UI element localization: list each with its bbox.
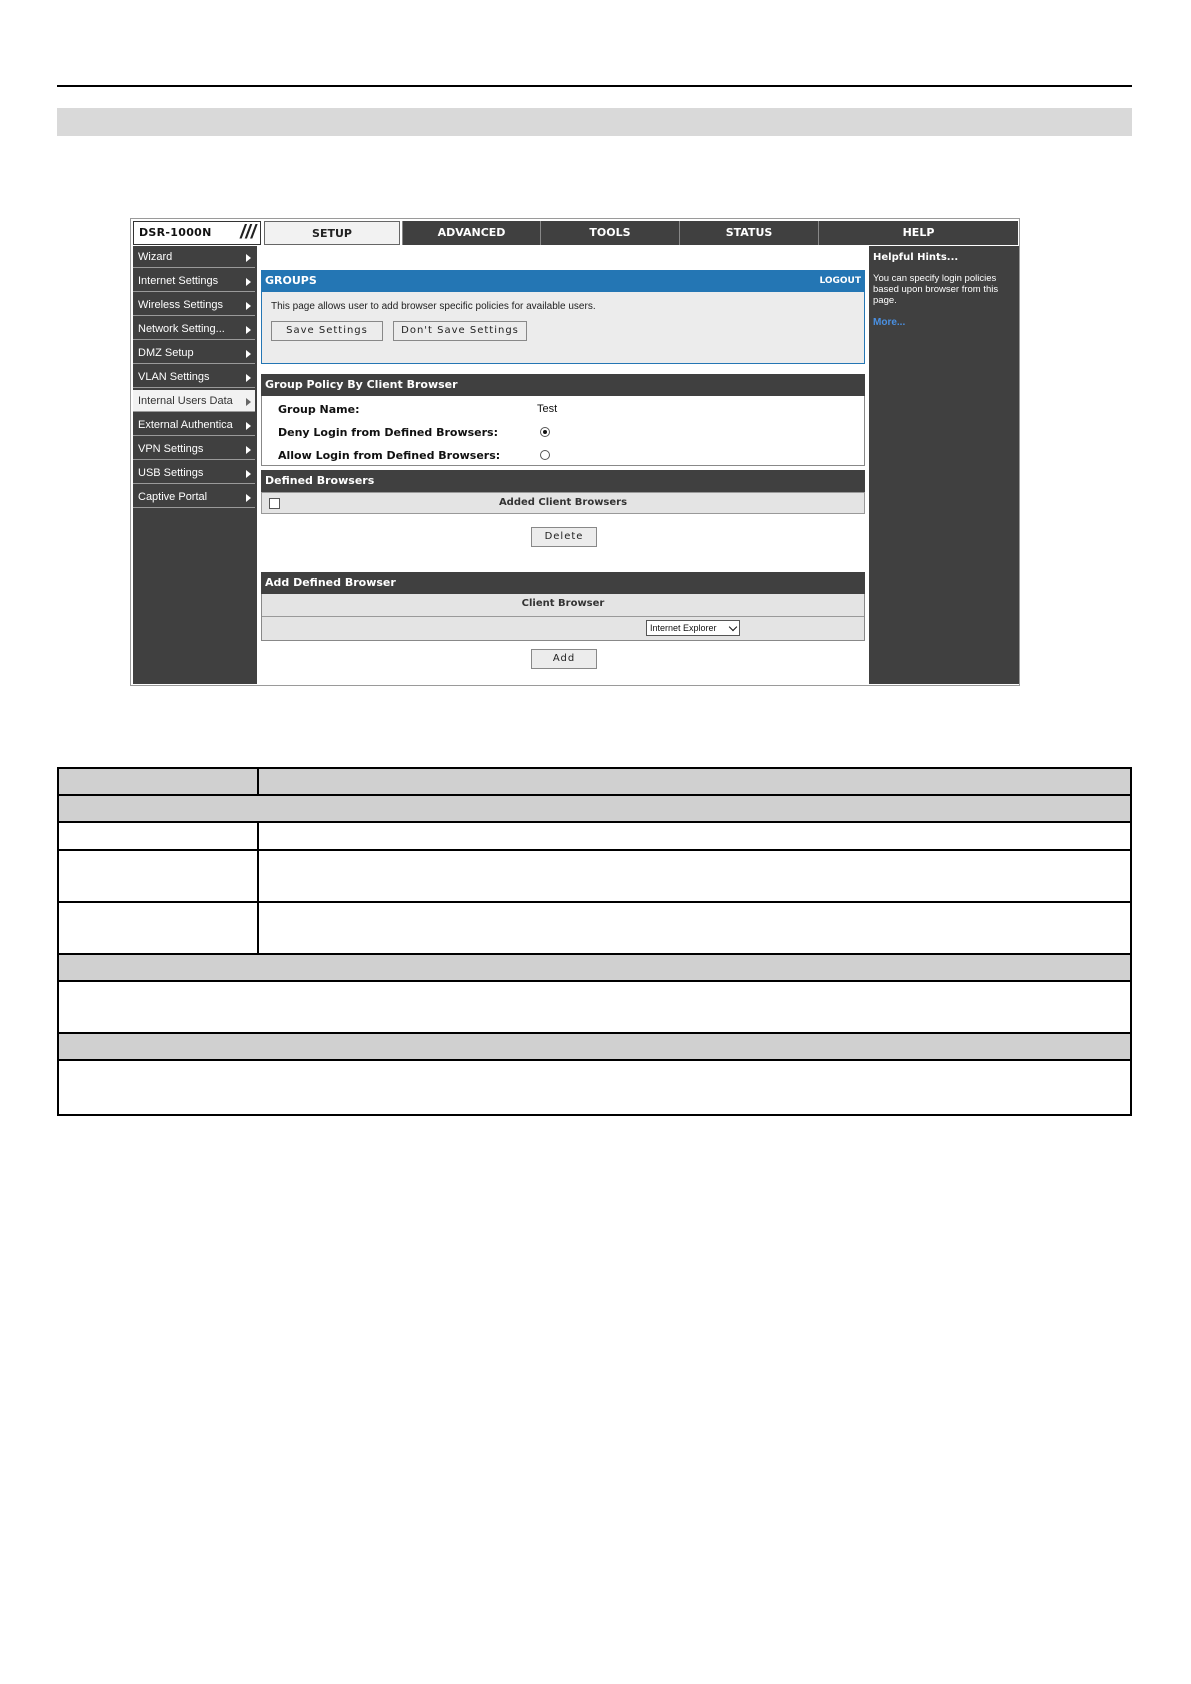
table-row (59, 851, 1130, 903)
router-screenshot (130, 218, 1020, 686)
description-table (57, 767, 1132, 1116)
group-policy-header: Group Policy By Client Browser (261, 374, 865, 396)
groups-body (261, 292, 865, 364)
tab-setup[interactable]: SETUP (264, 221, 400, 245)
chevron-right-icon (246, 398, 251, 406)
sidebar-item-label: Wireless Settings (138, 299, 223, 311)
sidebar-item-label: VLAN Settings (138, 371, 210, 383)
tab-status[interactable]: STATUS (679, 221, 818, 245)
sidebar-item-wizard[interactable] (133, 246, 255, 268)
column-divider (257, 769, 259, 796)
table-section-row (59, 955, 1130, 982)
chevron-right-icon (246, 446, 251, 454)
select-all-checkbox[interactable] (269, 498, 280, 509)
chevron-down-icon (729, 623, 737, 631)
sidebar-item-label: Network Setting... (138, 323, 225, 335)
table-section-row (59, 796, 1130, 823)
help-title: Helpful Hints... (873, 252, 959, 263)
save-settings-button[interactable]: Save Settings (271, 321, 383, 341)
sidebar-item-dmz-setup[interactable] (133, 342, 255, 364)
top-rule (57, 85, 1132, 87)
sidebar-item-external-authentication[interactable] (133, 414, 255, 436)
groups-description: This page allows user to add browser specific policies for available users. (271, 301, 596, 312)
add-defined-browser-body (261, 594, 865, 641)
model-logo (133, 221, 261, 245)
section-header-band (57, 108, 1132, 136)
sidebar-item-label: External Authentica (138, 419, 233, 431)
sidebar-item-wireless-settings[interactable] (133, 294, 255, 316)
tab-advanced[interactable]: ADVANCED (402, 221, 540, 245)
help-text: You can specify login policies based upon browser from this page. (873, 273, 999, 306)
group-policy-body (261, 396, 865, 466)
sidebar (133, 246, 257, 684)
table-row (59, 823, 1130, 851)
chevron-right-icon (246, 350, 251, 358)
logo-slash-icon: /// (240, 222, 256, 243)
group-name-label: Group Name: (278, 403, 360, 416)
chevron-right-icon (246, 470, 251, 478)
chevron-right-icon (246, 494, 251, 502)
tab-tools[interactable]: TOOLS (540, 221, 679, 245)
group-name-value: Test (537, 403, 558, 415)
column-divider (257, 823, 259, 955)
chevron-right-icon (246, 374, 251, 382)
delete-button[interactable]: Delete (531, 527, 597, 547)
table-row (59, 903, 1130, 955)
dont-save-settings-button[interactable]: Don't Save Settings (393, 321, 527, 341)
deny-login-radio[interactable] (540, 427, 550, 437)
chevron-right-icon (246, 278, 251, 286)
chevron-right-icon (246, 422, 251, 430)
added-browsers-column-header (261, 492, 865, 514)
sidebar-item-internal-users-data[interactable] (133, 390, 255, 412)
client-browser-select-value: Internet Explorer (650, 623, 717, 633)
sidebar-item-usb-settings[interactable] (133, 462, 255, 484)
tab-help[interactable]: HELP (818, 221, 1018, 245)
add-button[interactable]: Add (531, 649, 597, 669)
help-panel (869, 246, 1019, 684)
sidebar-item-captive-portal[interactable] (133, 486, 255, 508)
groups-title: GROUPS (265, 274, 317, 287)
table-row (59, 982, 1130, 1034)
add-defined-browser-header: Add Defined Browser (261, 572, 865, 594)
sidebar-item-label: Internal Users Data (138, 395, 233, 407)
table-section-row (59, 1034, 1130, 1061)
sidebar-item-network-settings[interactable] (133, 318, 255, 340)
chevron-right-icon (246, 326, 251, 334)
chevron-right-icon (246, 302, 251, 310)
logout-link[interactable]: LOGOUT (819, 276, 861, 286)
model-label: DSR-1000N (139, 226, 212, 239)
sidebar-item-vlan-settings[interactable] (133, 366, 255, 388)
deny-login-label: Deny Login from Defined Browsers: (278, 426, 498, 439)
allow-login-radio[interactable] (540, 450, 550, 460)
sidebar-item-internet-settings[interactable] (133, 270, 255, 292)
sidebar-item-vpn-settings[interactable] (133, 438, 255, 460)
chevron-right-icon (246, 254, 251, 262)
added-browsers-column-label: Added Client Browsers (498, 497, 628, 508)
sidebar-item-label: Captive Portal (138, 491, 208, 503)
groups-header (261, 270, 865, 292)
sidebar-item-label: Internet Settings (138, 275, 219, 287)
sidebar-item-label: Wizard (138, 251, 173, 263)
defined-browsers-header: Defined Browsers (261, 470, 865, 492)
client-browser-column-header: Client Browser (262, 594, 864, 617)
client-browser-select[interactable] (646, 620, 740, 636)
sidebar-item-label: USB Settings (138, 467, 204, 479)
sidebar-item-label: DMZ Setup (138, 347, 194, 359)
table-header-row (59, 769, 1130, 796)
sidebar-item-label: VPN Settings (138, 443, 204, 455)
help-more-link[interactable]: More... (873, 317, 906, 328)
allow-login-label: Allow Login from Defined Browsers: (278, 449, 501, 462)
table-row (59, 1061, 1130, 1114)
